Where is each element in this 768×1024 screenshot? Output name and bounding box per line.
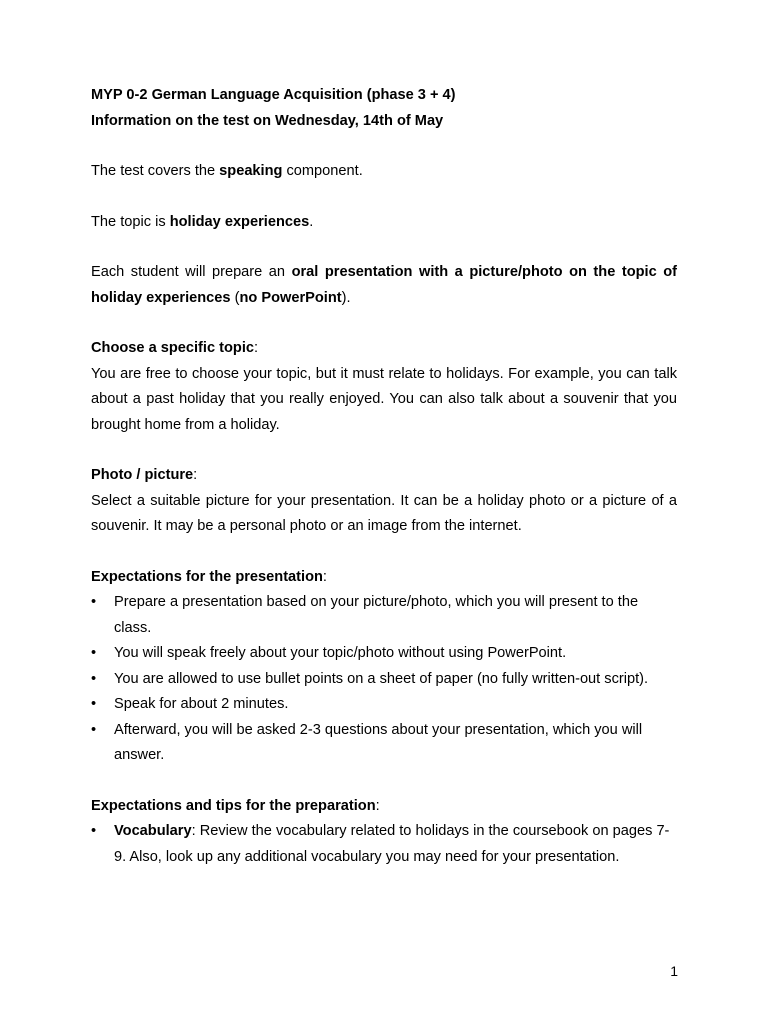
tips-heading [91,794,677,820]
tips-list [91,819,677,870]
topic-bold: holiday experiences [169,213,310,230]
vocabulary-text: : Review the vocabulary related to holidays in the coursebook on pages 7-9. Also, look up any additional vocabulary you may need for your presentation. [114,823,670,865]
choose-topic-colon: : [254,340,259,356]
expectations-item-text: Speak for about 2 minutes. [114,696,289,712]
prepare-bold: oral presentation with a picture/photo on the topic of holiday experiences [91,264,678,306]
bullet-icon: • [91,645,97,661]
tips-item-vocabulary [91,819,677,870]
covers-bold: speaking [219,163,283,179]
expectations-heading-text: Expectations for the presentation [91,568,323,585]
choose-topic-heading [91,336,677,362]
photo-heading [91,463,677,489]
vocabulary-label: Vocabulary [114,823,192,839]
expectations-item-text: You are allowed to use bullet points on a sheet of paper (no fully written-out script). [114,670,649,687]
choose-topic-body: You are free to choose your topic, but it must relate to holidays. For example, you can talk about a past holiday that you really enjoyed. You can also talk about a souvenir that you brought home from a holiday. [91,365,677,433]
expectations-item [91,641,677,667]
tips-heading-text: Expectations and tips for the preparation [91,797,376,814]
page-number: 1 [670,963,678,979]
covers-post: component. [282,163,363,179]
bullet-icon: • [91,721,97,738]
prepare-mid: ( [230,289,240,306]
topic-pre: The topic is [91,213,170,230]
photo-colon: : [193,467,198,483]
expectations-colon: : [322,568,327,585]
expectations-heading [91,565,677,591]
prepare-pre: Each student will prepare an [91,264,292,280]
prepare-bold-2: no PowerPoint [239,289,342,306]
tips-colon: : [375,797,380,814]
covers-paragraph [91,159,677,185]
covers-pre: The test covers the [91,163,220,179]
expectations-list [91,590,677,769]
topic-paragraph [91,210,677,236]
prepare-post: ). [341,289,351,306]
topic-post: . [309,213,314,230]
choose-topic-heading-text: Choose a specific topic [91,340,255,356]
title-line-1-text: MYP 0-2 German Language Acquisition (phase 3 + 4) [91,87,456,103]
title-line-2-text: Information on the test on Wednesday, 14th of May [91,112,444,129]
expectations-item [91,692,677,718]
photo-heading-text: Photo / picture [91,467,194,483]
expectations-item [91,590,677,641]
bullet-icon: • [91,670,97,687]
prepare-paragraph [91,260,677,311]
expectations-item-text: Afterward, you will be asked 2-3 questions about your presentation, which you will answer. [114,721,643,763]
title-line-2 [91,109,677,135]
document-body [91,83,677,870]
expectations-item-text: You will speak freely about your topic/photo without using PowerPoint. [114,645,567,661]
photo-body: Select a suitable picture for your presentation. It can be a holiday photo or a picture of a souvenir. It may be a personal photo or an image from the internet. [91,492,677,534]
bullet-icon: • [91,696,97,712]
expectations-item [91,667,677,693]
expectations-item [91,718,677,769]
title-line-1 [91,83,677,109]
expectations-item-text: Prepare a presentation based on your picture/photo, which you will present to the class. [114,594,639,636]
bullet-icon: • [91,594,97,610]
bullet-icon: • [91,823,97,839]
